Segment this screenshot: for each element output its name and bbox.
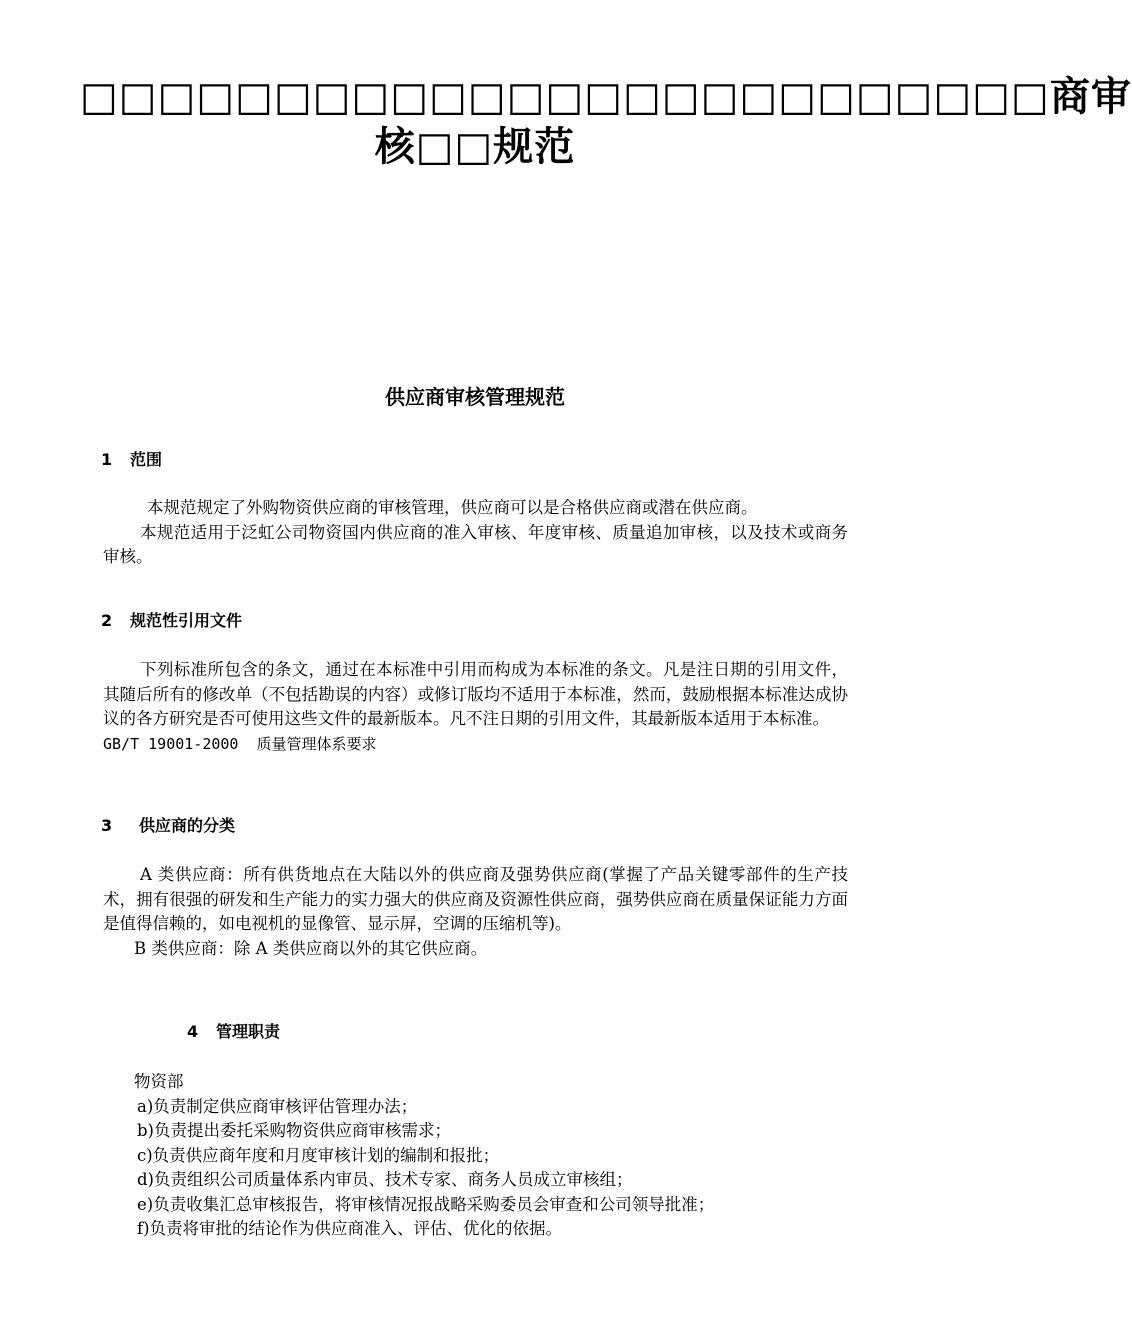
section-1-number: 1 [101,450,113,469]
list-item: b)负责提出委托采购物资供应商审核需求； [137,1121,451,1140]
cover-title [80,72,1132,172]
list-item: e)负责收集汇总审核报告，将审核情况报战略采购委员会审查和公司领导批准； [137,1194,715,1214]
section-4-number: 4 [187,1022,199,1041]
section-3-paragraph-2: B 类供应商：除 A 类供应商以外的其它供应商。 [134,938,488,958]
section-2-paragraph-1: 下列标准所包含的条文，通过在本标准中引用而构成为本标准的条文。凡是注日期的引用文件，其随后所有的修改单（不包括勘误的内容）或修订版均不适用于本标准，然而，鼓励根据本标准达成协议的各方研究是否可使用这些文件的最新版本。凡不注日期的引用文件，其最新版本适用于本标准。 [103,660,848,728]
section-4-title: 管理职责 [216,1022,281,1041]
section-4-heading [187,1021,280,1043]
list-item: d)负责组织公司质量体系内审员、技术专家、商务人员成立审核组； [137,1170,633,1189]
section-1-paragraph-1: 本规范规定了外购物资供应商的审核管理，供应商可以是合格供应商或潜在供应商。 [147,498,758,517]
list-item: f)负责将审批的结论作为供应商准入、评估、优化的依据。 [137,1219,563,1238]
section-2-number: 2 [101,611,113,630]
document-title: 供应商审核管理规范 [385,385,565,409]
section-2-body [103,658,848,756]
section-1-heading [101,449,162,471]
section-1-body [103,496,848,570]
section-3-title: 供应商的分类 [139,816,236,835]
section-3-body [103,863,848,961]
section-3-number: 3 [101,816,113,835]
cover-title-line-1: □□□□□□□□□□□□□□□□□□□□□□□□□商审 [80,74,1132,120]
list-item: a)负责制定供应商审核评估管理办法； [137,1096,418,1116]
section-3-heading [101,815,235,837]
section-4-responsibilities [134,1070,854,1242]
section-1-title: 范围 [130,450,163,469]
cover-title-line-2: 核□□规范 [374,124,576,170]
list-item: c)负责供应商年度和月度审核计划的编制和报批； [137,1145,500,1165]
section-2-title: 规范性引用文件 [130,611,243,630]
section-2-heading [101,610,242,632]
department-label: 物资部 [134,1072,184,1091]
section-3-paragraph-1: A 类供应商：所有供货地点在大陆以外的供应商及强势供应商(掌握了产品关键零部件的生产技术，拥有很强的研发和生产能力的实力强大的供应商及资源性供应商，强势供应商在质量保证能力方面是值得信赖的，如电视机的显像管、显示屏，空调的压缩机等)。 [103,865,848,933]
section-1-paragraph-2: 本规范适用于泛虹公司物资国内供应商的准入审核、年度审核、质量追加审核，以及技术或商务审核。 [103,522,848,566]
section-2-reference: GB/T 19001-2000 质量管理体系要求 [103,734,377,753]
